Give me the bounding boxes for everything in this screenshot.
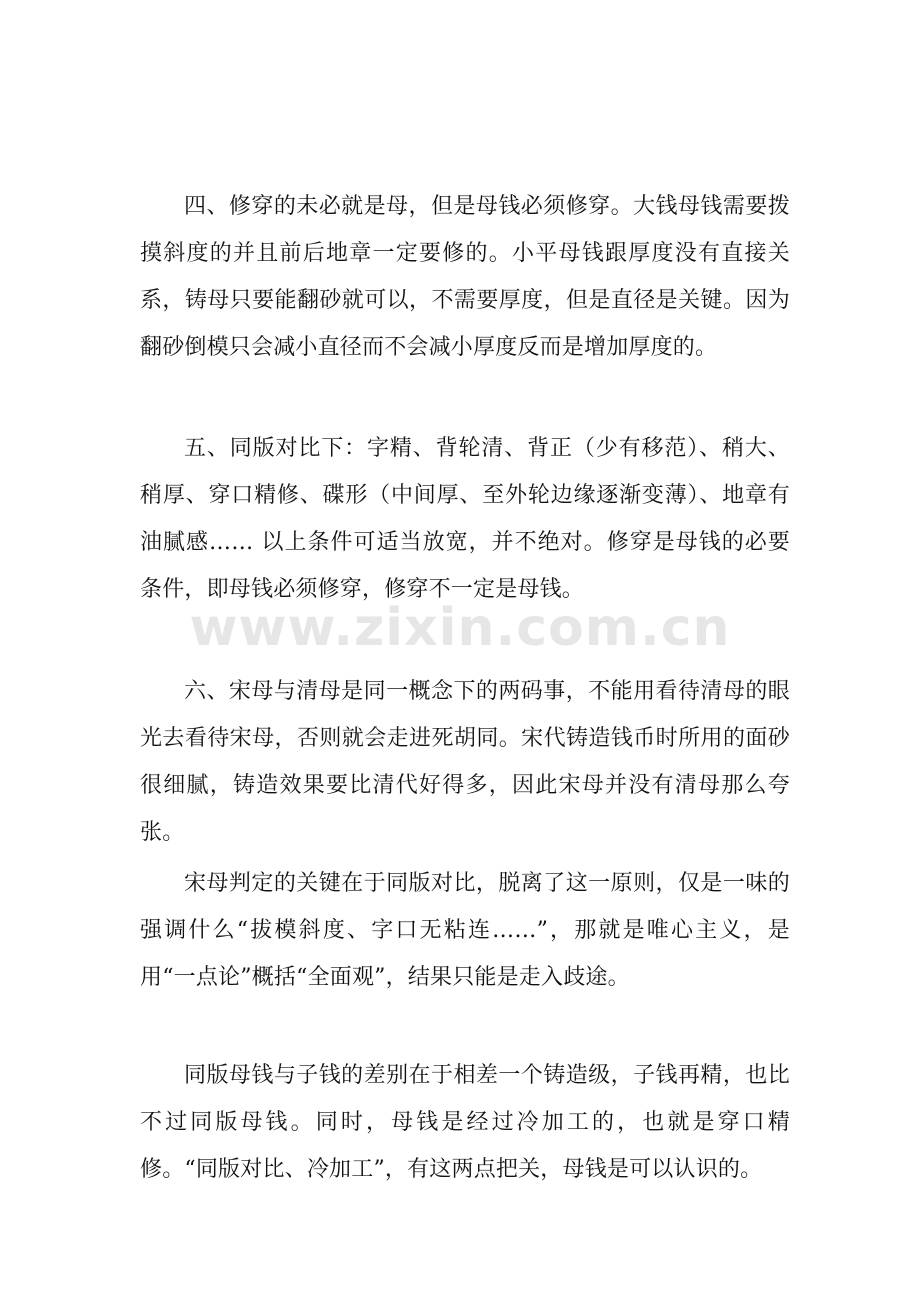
watermark: www.zixin.com.cn — [189, 598, 731, 658]
paragraph-five: 五、同版对比下：字精、背轮清、背正（少有移范）、稍大、稍厚、穿口精修、碟形（中间厚、至外轮边缘逐渐变薄）、地章有油腻感…… 以上条件可适当放宽，并不绝对。修穿是母钱的必要条件，即母钱必须修穿，修穿不一定是母钱。 — [140, 436, 790, 602]
paragraph-mother-vs-child-coin: 同版母钱与子钱的差别在于相差一个铸造级，子钱再精，也比不过同版母钱。同时，母钱是经过冷加工的，也就是穿口精修。“同版对比、冷加工”，有这两点把关，母钱是可以认识的。 — [140, 1063, 790, 1182]
paragraph-four: 四、修穿的未必就是母，但是母钱必须修穿。大钱母钱需要拨摸斜度的并且前后地章一定要修的。小平母钱跟厚度没有直接关系，铸母只要能翻砂就可以，不需要厚度，但是直径是关键。因为翻砂倒模只会减小直径而不会减小厚度反而是增加厚度的。 — [140, 194, 790, 360]
paragraph-six: 六、宋母与清母是同一概念下的两码事，不能用看待清母的眼光去看待宋母，否则就会走进死胡同。宋代铸造钱币时所用的面砂很细腻，铸造效果要比清代好得多，因此宋母并没有清母那么夸张。 — [140, 679, 790, 845]
paragraph-song-mother-judgment: 宋母判定的关键在于同版对比，脱离了这一原则，仅是一味的强调什么“拔模斜度、字口无粘连……”，那就是唯心主义，是用“一点论”概括“全面观”，结果只能是走入歧途。 — [140, 871, 790, 990]
